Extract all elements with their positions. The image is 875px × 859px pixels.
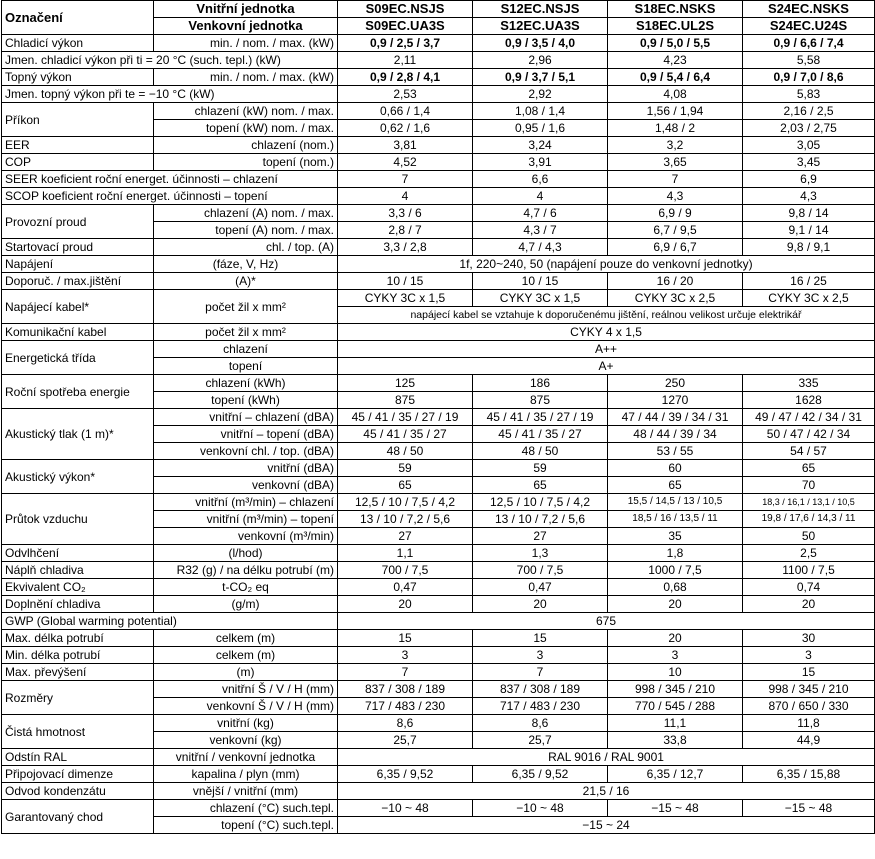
- row-value: 3,65: [608, 154, 743, 171]
- row-value: 48 / 44 / 39 / 34: [608, 426, 743, 443]
- row-value: 12,5 / 10 / 7,5 / 4,2: [338, 494, 473, 511]
- row-label: Topný výkon: [2, 69, 154, 86]
- row-unit: (g/m): [154, 596, 338, 613]
- row-value: 770 / 545 / 288: [608, 698, 743, 715]
- row-value: 59: [338, 460, 473, 477]
- row-value: 3: [608, 647, 743, 664]
- row-label: SCOP koeficient roční energet. účinnosti – topení: [2, 188, 338, 205]
- row-value: 2,16 / 2,5: [743, 103, 875, 120]
- row-unit: topení (kW) nom. / max.: [154, 120, 338, 137]
- row-value: 13 / 10 / 7,2 / 5,6: [473, 511, 608, 528]
- row-unit: vnitřní Š / V / H (mm): [154, 681, 338, 698]
- row-label: Max. délka potrubí: [2, 630, 154, 647]
- row-value: 3,3 / 2,8: [338, 239, 473, 256]
- row-value-span: 1f, 220~240, 50 (napájení pouze do venkovní jednotky): [338, 256, 875, 273]
- row-value: 44,9: [743, 732, 875, 749]
- row-value: 0,9 / 2,5 / 3,7: [338, 35, 473, 52]
- row-value: 6,9: [743, 171, 875, 188]
- row-unit: vnitřní (m³/min) – topení: [154, 511, 338, 528]
- row-value: 3,2: [608, 137, 743, 154]
- spec-row: [2, 137, 875, 154]
- spec-row: [2, 409, 875, 426]
- row-unit: chlazení: [154, 341, 338, 358]
- row-unit: topení (kWh): [154, 392, 338, 409]
- spec-row: [2, 613, 875, 630]
- row-unit: vnitřní – topení (dBA): [154, 426, 338, 443]
- row-value: 3,24: [473, 137, 608, 154]
- row-value: 15,5 / 14,5 / 13 / 10,5: [608, 494, 743, 511]
- row-value: 0,62 / 1,6: [338, 120, 473, 137]
- row-value: 5,58: [743, 52, 875, 69]
- row-value: 2,92: [473, 86, 608, 103]
- spec-row: [2, 375, 875, 392]
- row-value-span: RAL 9016 / RAL 9001: [338, 749, 875, 766]
- row-value: 3,45: [743, 154, 875, 171]
- row-value: 20: [608, 630, 743, 647]
- row-unit: R32 (g) / na délku potrubí (m): [154, 562, 338, 579]
- row-label: Energetická třída: [2, 341, 154, 375]
- row-value: 10: [608, 664, 743, 681]
- row-value: −10 ~ 48: [473, 800, 608, 817]
- row-unit: chlazení (kWh): [154, 375, 338, 392]
- spec-row: [2, 35, 875, 52]
- row-value: 2,8 / 7: [338, 222, 473, 239]
- row-label: Napájení: [2, 256, 154, 273]
- row-value: 60: [608, 460, 743, 477]
- row-label: Komunikační kabel: [2, 324, 154, 341]
- row-value: 335: [743, 375, 875, 392]
- row-value: 54 / 57: [743, 443, 875, 460]
- row-value: 4,7 / 6: [473, 205, 608, 222]
- row-value: 4: [473, 188, 608, 205]
- row-unit: celkem (m): [154, 630, 338, 647]
- row-unit: celkem (m): [154, 647, 338, 664]
- row-value: 3,91: [473, 154, 608, 171]
- row-note: napájecí kabel se vztahuje k doporučenému jištění, reálnou velikost určuje elektrikář: [338, 307, 875, 324]
- row-value: 0,47: [473, 579, 608, 596]
- row-label: Rozměry: [2, 681, 154, 715]
- row-value: 0,9 / 3,5 / 4,0: [473, 35, 608, 52]
- row-value: 45 / 41 / 35 / 27: [338, 426, 473, 443]
- row-label: Doporuč. / max.jištění: [2, 273, 154, 290]
- row-value: 837 / 308 / 189: [473, 681, 608, 698]
- row-unit: (l/hod): [154, 545, 338, 562]
- row-value-span: A++: [338, 341, 875, 358]
- row-value: 6,6: [473, 171, 608, 188]
- row-value: 5,83: [743, 86, 875, 103]
- spec-row: [2, 800, 875, 817]
- spec-row: [2, 341, 875, 358]
- row-label: Odstín RAL: [2, 749, 154, 766]
- row-value: 875: [338, 392, 473, 409]
- model-outdoor-4: S24EC.U24S: [743, 18, 875, 35]
- row-unit: venkovní (dBA): [154, 477, 338, 494]
- spec-row: [2, 154, 875, 171]
- row-value: 30: [743, 630, 875, 647]
- spec-row: [2, 630, 875, 647]
- row-unit: počet žil x mm²: [154, 290, 338, 324]
- row-value: 20: [743, 596, 875, 613]
- spec-row: [2, 188, 875, 205]
- row-value: 0,68: [608, 579, 743, 596]
- row-value: 53 / 55: [608, 443, 743, 460]
- row-value: 0,9 / 5,0 / 5,5: [608, 35, 743, 52]
- row-value: 0,47: [338, 579, 473, 596]
- spec-row: [2, 681, 875, 698]
- row-value: 20: [608, 596, 743, 613]
- row-value: 59: [473, 460, 608, 477]
- row-label: Jmen. topný výkon při te = −10 °C (kW): [2, 86, 338, 103]
- row-value: 7: [608, 171, 743, 188]
- row-unit: min. / nom. / max. (kW): [154, 69, 338, 86]
- row-unit: chlazení (°C) such.tepl.: [154, 800, 338, 817]
- row-value: 2,03 / 2,75: [743, 120, 875, 137]
- row-unit: (fáze, V, Hz): [154, 256, 338, 273]
- spec-table: [1, 0, 875, 834]
- spec-row: [2, 562, 875, 579]
- row-label: Průtok vzduchu: [2, 494, 154, 545]
- outdoor-unit-label: Venkovní jednotka: [154, 18, 338, 35]
- row-value: 870 / 650 / 330: [743, 698, 875, 715]
- row-value: 837 / 308 / 189: [338, 681, 473, 698]
- row-unit: venkovní (m³/min): [154, 528, 338, 545]
- row-value: 1,1: [338, 545, 473, 562]
- row-value: 65: [743, 460, 875, 477]
- row-value: 3,3 / 6: [338, 205, 473, 222]
- row-label: Max. převýšení: [2, 664, 154, 681]
- row-label: Chladicí výkon: [2, 35, 154, 52]
- row-value: 7: [338, 664, 473, 681]
- row-value: 3: [743, 647, 875, 664]
- row-value: 700 / 7,5: [473, 562, 608, 579]
- header-row-indoor: [2, 1, 875, 18]
- row-value: 15: [743, 664, 875, 681]
- row-value: 9,8 / 14: [743, 205, 875, 222]
- row-value: 717 / 483 / 230: [338, 698, 473, 715]
- row-value: 3,81: [338, 137, 473, 154]
- row-unit: vnitřní – chlazení (dBA): [154, 409, 338, 426]
- row-value-span: A+: [338, 358, 875, 375]
- row-value: 9,1 / 14: [743, 222, 875, 239]
- spec-row: [2, 290, 875, 307]
- row-unit: venkovní chl. / top. (dBA): [154, 443, 338, 460]
- row-value: 4: [338, 188, 473, 205]
- row-unit: chl. / top. (A): [154, 239, 338, 256]
- header-label: Označení: [2, 1, 154, 35]
- row-value: CYKY 3C x 2,5: [608, 290, 743, 307]
- spec-row: [2, 273, 875, 290]
- spec-row: [2, 783, 875, 800]
- row-value: −15 ~ 48: [743, 800, 875, 817]
- row-value: 4,08: [608, 86, 743, 103]
- row-value: 7: [473, 664, 608, 681]
- spec-row: [2, 494, 875, 511]
- row-value: 45 / 41 / 35 / 27 / 19: [338, 409, 473, 426]
- row-value: 10 / 15: [338, 273, 473, 290]
- row-label: Akustický výkon*: [2, 460, 154, 494]
- model-outdoor-2: S12EC.UA3S: [473, 18, 608, 35]
- row-value: 2,11: [338, 52, 473, 69]
- row-value: 25,7: [338, 732, 473, 749]
- spec-row: [2, 545, 875, 562]
- row-value: 1,3: [473, 545, 608, 562]
- row-label: Provozní proud: [2, 205, 154, 239]
- row-value: 20: [473, 596, 608, 613]
- row-value: 47 / 44 / 39 / 34 / 31: [608, 409, 743, 426]
- row-unit: vnější / vnitřní (mm): [154, 783, 338, 800]
- row-value: 186: [473, 375, 608, 392]
- row-value: 1270: [608, 392, 743, 409]
- row-value: 20: [338, 596, 473, 613]
- spec-row: [2, 766, 875, 783]
- row-value: 1,56 / 1,94: [608, 103, 743, 120]
- row-value: 18,5 / 16 / 13,5 / 11: [608, 511, 743, 528]
- row-value: −10 ~ 48: [338, 800, 473, 817]
- row-value: 70: [743, 477, 875, 494]
- row-value: 0,74: [743, 579, 875, 596]
- row-value: 49 / 47 / 42 / 34 / 31: [743, 409, 875, 426]
- row-value: 700 / 7,5: [338, 562, 473, 579]
- row-label: GWP (Global warming potential): [2, 613, 338, 630]
- row-value: 250: [608, 375, 743, 392]
- spec-row: [2, 103, 875, 120]
- row-value: 0,9 / 6,6 / 7,4: [743, 35, 875, 52]
- row-unit: venkovní Š / V / H (mm): [154, 698, 338, 715]
- row-unit: počet žil x mm²: [154, 324, 338, 341]
- row-value: 13 / 10 / 7,2 / 5,6: [338, 511, 473, 528]
- spec-row: [2, 749, 875, 766]
- row-label: Jmen. chladicí výkon při ti = 20 °C (such. tepl.) (kW): [2, 52, 338, 69]
- row-value: 1,08 / 1,4: [473, 103, 608, 120]
- row-unit: vnitřní (dBA): [154, 460, 338, 477]
- row-value: 6,35 / 9,52: [338, 766, 473, 783]
- row-value: 3: [338, 647, 473, 664]
- row-label: COP: [2, 154, 154, 171]
- row-value: 0,66 / 1,4: [338, 103, 473, 120]
- row-value: 12,5 / 10 / 7,5 / 4,2: [473, 494, 608, 511]
- row-label: Příkon: [2, 103, 154, 137]
- row-label: Roční spotřeba energie: [2, 375, 154, 409]
- row-value: 0,9 / 5,4 / 6,4: [608, 69, 743, 86]
- row-value: 4,3: [608, 188, 743, 205]
- row-unit: topení (nom.): [154, 154, 338, 171]
- row-value: 998 / 345 / 210: [743, 681, 875, 698]
- spec-row: [2, 460, 875, 477]
- spec-row: [2, 239, 875, 256]
- row-label: Akustický tlak (1 m)*: [2, 409, 154, 460]
- row-value: 35: [608, 528, 743, 545]
- row-value: CYKY 3C x 1,5: [338, 290, 473, 307]
- row-label: Napájecí kabel*: [2, 290, 154, 324]
- row-value: CYKY 3C x 1,5: [473, 290, 608, 307]
- row-value: 50: [743, 528, 875, 545]
- spec-row: [2, 69, 875, 86]
- row-value: 717 / 483 / 230: [473, 698, 608, 715]
- row-value: CYKY 3C x 2,5: [743, 290, 875, 307]
- spec-row: [2, 52, 875, 69]
- model-indoor-2: S12EC.NSJS: [473, 1, 608, 18]
- row-value: 27: [338, 528, 473, 545]
- indoor-unit-label: Vnitřní jednotka: [154, 1, 338, 18]
- row-value: 50 / 47 / 42 / 34: [743, 426, 875, 443]
- row-unit: vnitřní (m³/min) – chlazení: [154, 494, 338, 511]
- row-value: 11,8: [743, 715, 875, 732]
- row-value: 2,53: [338, 86, 473, 103]
- row-label: Odvlhčení: [2, 545, 154, 562]
- spec-row: [2, 715, 875, 732]
- row-value: 2,96: [473, 52, 608, 69]
- row-value: 8,6: [338, 715, 473, 732]
- row-label: Min. délka potrubí: [2, 647, 154, 664]
- row-unit: min. / nom. / max. (kW): [154, 35, 338, 52]
- spec-row: [2, 86, 875, 103]
- spec-row: [2, 171, 875, 188]
- row-value: 6,35 / 12,7: [608, 766, 743, 783]
- row-value: 65: [473, 477, 608, 494]
- row-value: 16 / 20: [608, 273, 743, 290]
- row-value-span: CYKY 4 x 1,5: [338, 324, 875, 341]
- row-value: 3: [473, 647, 608, 664]
- row-value: 1,48 / 2: [608, 120, 743, 137]
- row-value: 18,3 / 16,1 / 13,1 / 10,5: [743, 494, 875, 511]
- model-indoor-4: S24EC.NSKS: [743, 1, 875, 18]
- model-indoor-1: S09EC.NSJS: [338, 1, 473, 18]
- row-value: 1100 / 7,5: [743, 562, 875, 579]
- row-label: Čistá hmotnost: [2, 715, 154, 749]
- model-outdoor-1: S09EC.UA3S: [338, 18, 473, 35]
- row-value: 33,8: [608, 732, 743, 749]
- row-value: 7: [338, 171, 473, 188]
- row-value: 0,9 / 2,8 / 4,1: [338, 69, 473, 86]
- row-value: 4,23: [608, 52, 743, 69]
- row-label: Odvod kondenzátu: [2, 783, 154, 800]
- spec-row: [2, 324, 875, 341]
- row-value: 19,8 / 17,6 / 14,3 / 11: [743, 511, 875, 528]
- spec-row: [2, 256, 875, 273]
- row-value: 0,9 / 7,0 / 8,6: [743, 69, 875, 86]
- row-value-span: 675: [338, 613, 875, 630]
- row-value-span: 21,5 / 16: [338, 783, 875, 800]
- row-value: 65: [608, 477, 743, 494]
- row-value: 1628: [743, 392, 875, 409]
- row-value: 3,05: [743, 137, 875, 154]
- row-value: 0,9 / 3,7 / 5,1: [473, 69, 608, 86]
- row-value: 16 / 25: [743, 273, 875, 290]
- row-unit: vnitřní / venkovní jednotka: [154, 749, 338, 766]
- row-value: 4,52: [338, 154, 473, 171]
- model-outdoor-3: S18EC.UL2S: [608, 18, 743, 35]
- row-label: Doplnění chladiva: [2, 596, 154, 613]
- row-value: 48 / 50: [473, 443, 608, 460]
- row-label: Náplň chladiva: [2, 562, 154, 579]
- row-value: 4,7 / 4,3: [473, 239, 608, 256]
- row-value: 6,7 / 9,5: [608, 222, 743, 239]
- row-label: Ekvivalent CO₂: [2, 579, 154, 596]
- row-value: 6,35 / 9,52: [473, 766, 608, 783]
- row-value: 8,6: [473, 715, 608, 732]
- spec-row: [2, 647, 875, 664]
- spec-row: [2, 596, 875, 613]
- row-value: 1000 / 7,5: [608, 562, 743, 579]
- row-value: 10 / 15: [473, 273, 608, 290]
- row-value: −15 ~ 48: [608, 800, 743, 817]
- row-value: 11,1: [608, 715, 743, 732]
- row-value: 27: [473, 528, 608, 545]
- row-value: 6,35 / 15,88: [743, 766, 875, 783]
- row-unit: topení (A) nom. / max.: [154, 222, 338, 239]
- row-label: Připojovací dimenze: [2, 766, 154, 783]
- row-unit: vnitřní (kg): [154, 715, 338, 732]
- row-unit: t-CO₂ eq: [154, 579, 338, 596]
- row-value: 25,7: [473, 732, 608, 749]
- row-value: 65: [338, 477, 473, 494]
- row-unit: chlazení (kW) nom. / max.: [154, 103, 338, 120]
- row-value: 1,8: [608, 545, 743, 562]
- row-label: Garantovaný chod: [2, 800, 154, 834]
- row-unit: chlazení (nom.): [154, 137, 338, 154]
- row-value: 45 / 41 / 35 / 27 / 19: [473, 409, 608, 426]
- model-indoor-3: S18EC.NSKS: [608, 1, 743, 18]
- row-unit: chlazení (A) nom. / max.: [154, 205, 338, 222]
- row-value: 875: [473, 392, 608, 409]
- row-unit: topení: [154, 358, 338, 375]
- row-value: 48 / 50: [338, 443, 473, 460]
- row-unit: kapalina / plyn (mm): [154, 766, 338, 783]
- row-value-span: −15 ~ 24: [338, 817, 875, 834]
- row-label: EER: [2, 137, 154, 154]
- row-value: 125: [338, 375, 473, 392]
- row-value: 4,3 / 7: [473, 222, 608, 239]
- row-value: 45 / 41 / 35 / 27: [473, 426, 608, 443]
- row-unit: (m): [154, 664, 338, 681]
- row-unit: (A)*: [154, 273, 338, 290]
- row-value: 6,9 / 6,7: [608, 239, 743, 256]
- row-unit: venkovní (kg): [154, 732, 338, 749]
- spec-row: [2, 579, 875, 596]
- row-value: 4,3: [743, 188, 875, 205]
- row-value: 6,9 / 9: [608, 205, 743, 222]
- row-value: 9,8 / 9,1: [743, 239, 875, 256]
- spec-row: [2, 664, 875, 681]
- row-value: 998 / 345 / 210: [608, 681, 743, 698]
- row-label: SEER koeficient roční energet. účinnosti – chlazení: [2, 171, 338, 188]
- spec-row: [2, 205, 875, 222]
- row-unit: topení (°C) such.tepl.: [154, 817, 338, 834]
- row-label: Startovací proud: [2, 239, 154, 256]
- row-value: 15: [473, 630, 608, 647]
- row-value: 15: [338, 630, 473, 647]
- row-value: 2,5: [743, 545, 875, 562]
- row-value: 0,95 / 1,6: [473, 120, 608, 137]
